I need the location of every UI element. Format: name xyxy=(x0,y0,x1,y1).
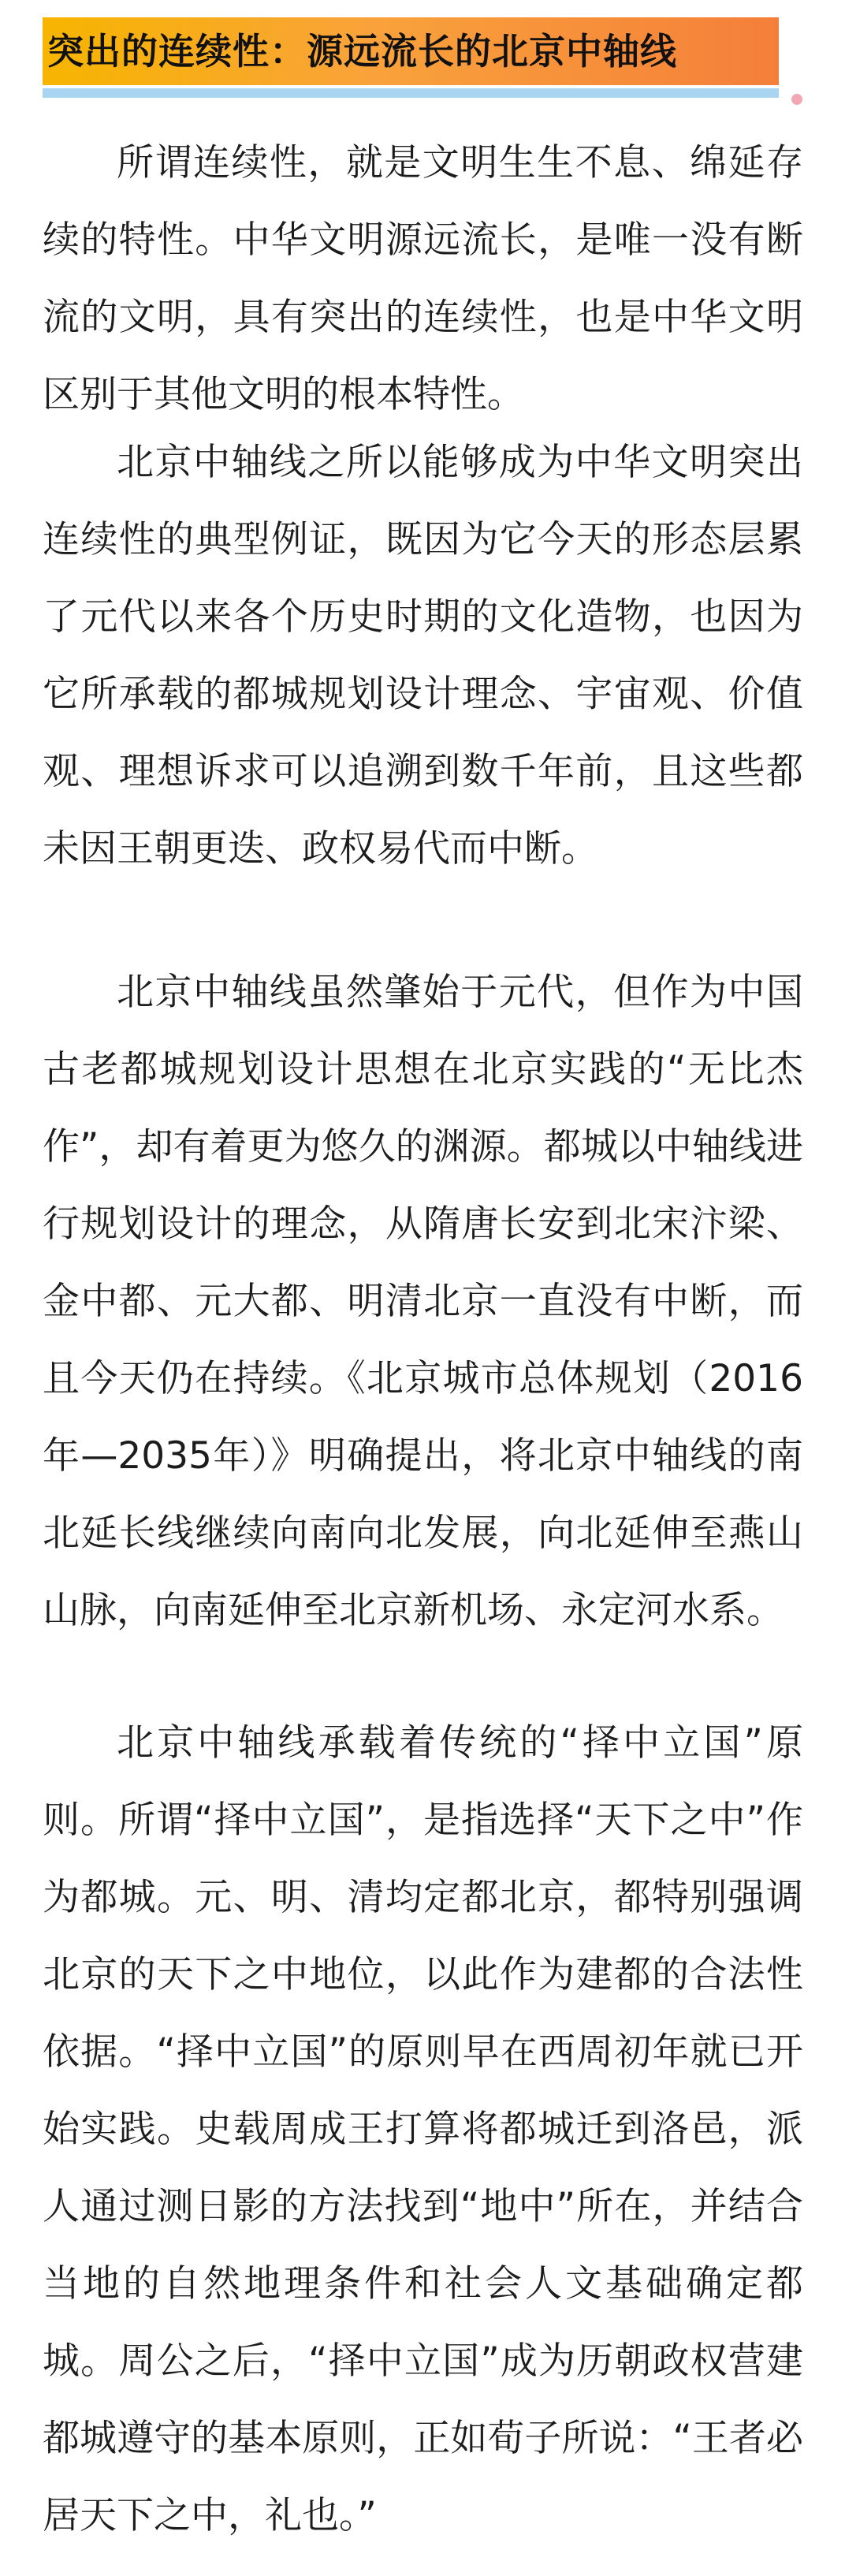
paragraph-typical-example: 北京中轴线之所以能够成为中华文明突出连续性的典型例证，既因为它今天的形态层累了元代以来各个历史时期的文化造物，也因为它所承载的都城规划设计理念、宇宙观、价值观、理想诉求可以追溯到数千年前，且这些都未因王朝更迭、政权易代而中断。 xyxy=(43,441,803,870)
paragraph-continuity-definition: 所谓连续性，就是文明生生不息、绵延存续的特性。中华文明源远流长，是唯一没有断流的文明，具有突出的连续性，也是中华文明区别于其他文明的根本特性。 xyxy=(43,141,803,416)
heading-title: 突出的连续性：源远流长的北京中轴线 xyxy=(47,30,677,73)
decorative-dot-icon xyxy=(791,94,802,105)
paragraph-center-principle: 北京中轴线承载着传统的“择中立国”原则。所谓“择中立国”，是指选择“天下之中”作为都城。元、明、清均定都北京，都特别强调北京的天下之中地位，以此作为建都的合法性依据。“择中立国”的原则早在西周初年就已开始实践。史载周成王打算将都城迁到洛邑，派人通过测日影的方法找到“地中”所在，并结合当地的自然地理条件和社会人文基础确定都城。周公之后，“择中立国”成为历朝政权营建都城遵守的基本原则，正如荀子所说：“王者必居天下之中，礼也。” xyxy=(43,1721,803,2537)
heading-underline xyxy=(43,88,779,98)
section-heading xyxy=(43,17,779,104)
paragraph-origins: 北京中轴线虽然肇始于元代，但作为中国古老都城规划设计思想在北京实践的“无比杰作”，却有着更为悠久的渊源。都城以中轴线进行规划设计的理念，从隋唐长安到北宋汴梁、金中都、元大都、明清北京一直没有中断，而且今天仍在持续。《北京城市总体规划（2016年—2035年）》明确提出，将北京中轴线的南北延长线继续向南向北发展，向北延伸至燕山山脉，向南延伸至北京新机场、永定河水系。 xyxy=(43,971,803,1632)
